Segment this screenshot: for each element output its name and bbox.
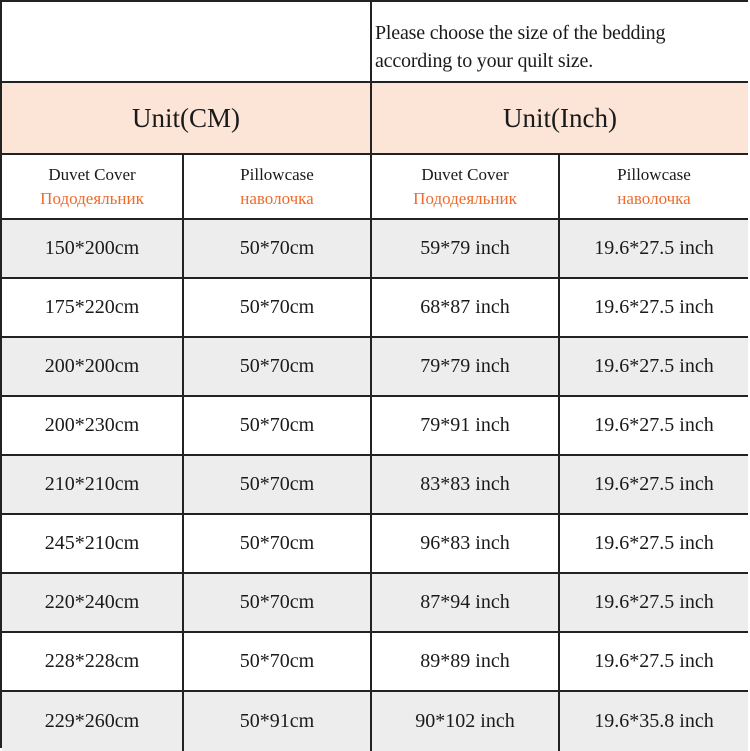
duvet-size-inch: 87*94 inch xyxy=(372,574,560,631)
duvet-size-inch: 89*89 inch xyxy=(372,633,560,690)
table-row xyxy=(2,397,748,456)
size-rows xyxy=(2,220,748,751)
pillow-size-inch: 19.6*27.5 inch xyxy=(594,532,714,554)
pillow-size-cm: 50*91cm xyxy=(184,692,372,751)
unit-cm-heading: Unit(CM) xyxy=(2,83,372,153)
table-row xyxy=(2,633,748,692)
pillow-size-inch: 19.6*27.5 inch xyxy=(594,650,714,672)
pillow-size-cm: 50*70cm xyxy=(184,515,372,572)
duvet-size-cm: 200*230cm xyxy=(2,397,184,454)
table-row xyxy=(2,574,748,633)
pillow-size-cm: 50*70cm xyxy=(184,338,372,395)
pillow-size-cm: 50*70cm xyxy=(184,456,372,513)
pillow-size-cm: 50*70cm xyxy=(184,279,372,336)
unit-inch-heading: Unit(Inch) xyxy=(503,102,617,133)
duvet-size-inch: 83*83 inch xyxy=(372,456,560,513)
column-label-ru: наволочка xyxy=(240,188,314,208)
table-row xyxy=(2,515,748,574)
table-row xyxy=(2,279,748,338)
notice-blank-cell xyxy=(2,2,372,81)
column-label-ru: Пододеяльник xyxy=(40,188,144,208)
column-header-duvet-cm xyxy=(2,155,184,218)
duvet-size-inch: 68*87 inch xyxy=(372,279,560,336)
table-row xyxy=(2,338,748,397)
duvet-size-inch: 96*83 inch xyxy=(372,515,560,572)
size-notice-text: Please choose the size of the bedding according to your quilt size. xyxy=(375,22,666,72)
table-row xyxy=(2,220,748,279)
pillow-size-inch: 19.6*35.8 inch xyxy=(594,710,714,732)
pillow-size-cm: 50*70cm xyxy=(184,574,372,631)
duvet-size-cm: 210*210cm xyxy=(2,456,184,513)
column-label-ru: наволочка xyxy=(617,188,691,208)
pillow-size-cm: 50*70cm xyxy=(184,633,372,690)
column-label-en: Pillowcase xyxy=(240,164,314,184)
column-header-row xyxy=(2,155,748,220)
column-label-en: Duvet Cover xyxy=(48,164,136,184)
pillow-size-cm: 50*70cm xyxy=(184,397,372,454)
duvet-size-cm: 200*200cm xyxy=(2,338,184,395)
column-header-pillow-cm xyxy=(184,155,372,218)
duvet-size-inch: 90*102 inch xyxy=(372,692,560,751)
duvet-size-cm: 245*210cm xyxy=(2,515,184,572)
pillow-size-inch: 19.6*27.5 inch xyxy=(594,237,714,259)
pillow-size-inch: 19.6*27.5 inch xyxy=(594,473,714,495)
duvet-size-inch: 79*91 inch xyxy=(372,397,560,454)
pillow-size-inch: 19.6*27.5 inch xyxy=(594,355,714,377)
pillow-size-inch: 19.6*27.5 inch xyxy=(594,296,714,318)
column-label-en: Pillowcase xyxy=(617,164,691,184)
table-row xyxy=(2,692,748,751)
duvet-size-cm: 150*200cm xyxy=(2,220,184,277)
duvet-size-cm: 229*260cm xyxy=(2,692,184,751)
table-row xyxy=(2,456,748,515)
column-header-pillow-inch xyxy=(560,155,748,218)
column-header-duvet-inch xyxy=(372,155,560,218)
pillow-size-inch: 19.6*27.5 inch xyxy=(594,591,714,613)
duvet-size-cm: 175*220cm xyxy=(2,279,184,336)
pillow-size-cm: 50*70cm xyxy=(184,220,372,277)
column-label-ru: Пододеяльник xyxy=(413,188,517,208)
unit-header-row xyxy=(2,83,748,155)
duvet-size-cm: 228*228cm xyxy=(2,633,184,690)
pillow-size-inch: 19.6*27.5 inch xyxy=(594,414,714,436)
duvet-size-cm: 220*240cm xyxy=(2,574,184,631)
notice-row xyxy=(2,2,748,83)
duvet-size-inch: 59*79 inch xyxy=(372,220,560,277)
column-label-en: Duvet Cover xyxy=(421,164,509,184)
duvet-size-inch: 79*79 inch xyxy=(372,338,560,395)
